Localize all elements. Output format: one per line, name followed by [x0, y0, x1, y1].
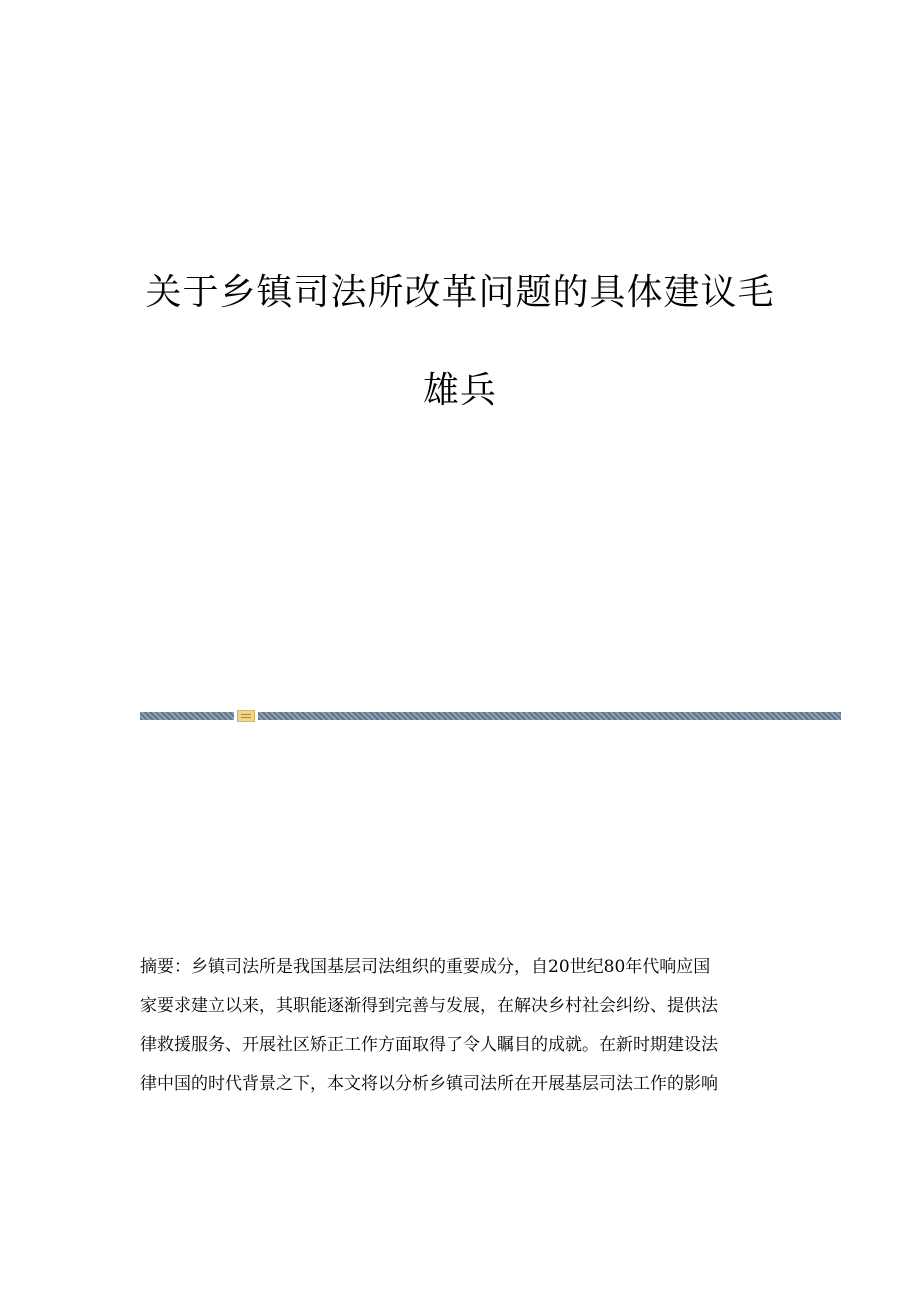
document-title-line-2: 雄兵 — [422, 370, 497, 411]
abstract-line: 律中国的时代背景之下，本文将以分析乡镇司法所在开展基层司法工作的影响 — [140, 1074, 718, 1094]
abstract-line: 家要求建立以来，其职能逐渐得到完善与发展，在解决乡村社会纠纷、提供法 — [140, 996, 718, 1016]
section-divider — [140, 712, 841, 720]
divider-badge-icon — [237, 710, 255, 722]
abstract-paragraph — [140, 948, 780, 1104]
abstract-line: 摘要：乡镇司法所是我国基层司法组织的重要成分，自20世纪80年代响应国 — [140, 957, 711, 977]
document-title-line-1: 关于乡镇司法所改革问题的具体建议毛 — [145, 272, 775, 313]
divider-right-bar — [258, 712, 841, 720]
divider-left-bar — [140, 712, 234, 720]
abstract-line: 律救援服务、开展社区矫正工作方面取得了令人瞩目的成就。在新时期建设法 — [140, 1035, 718, 1055]
